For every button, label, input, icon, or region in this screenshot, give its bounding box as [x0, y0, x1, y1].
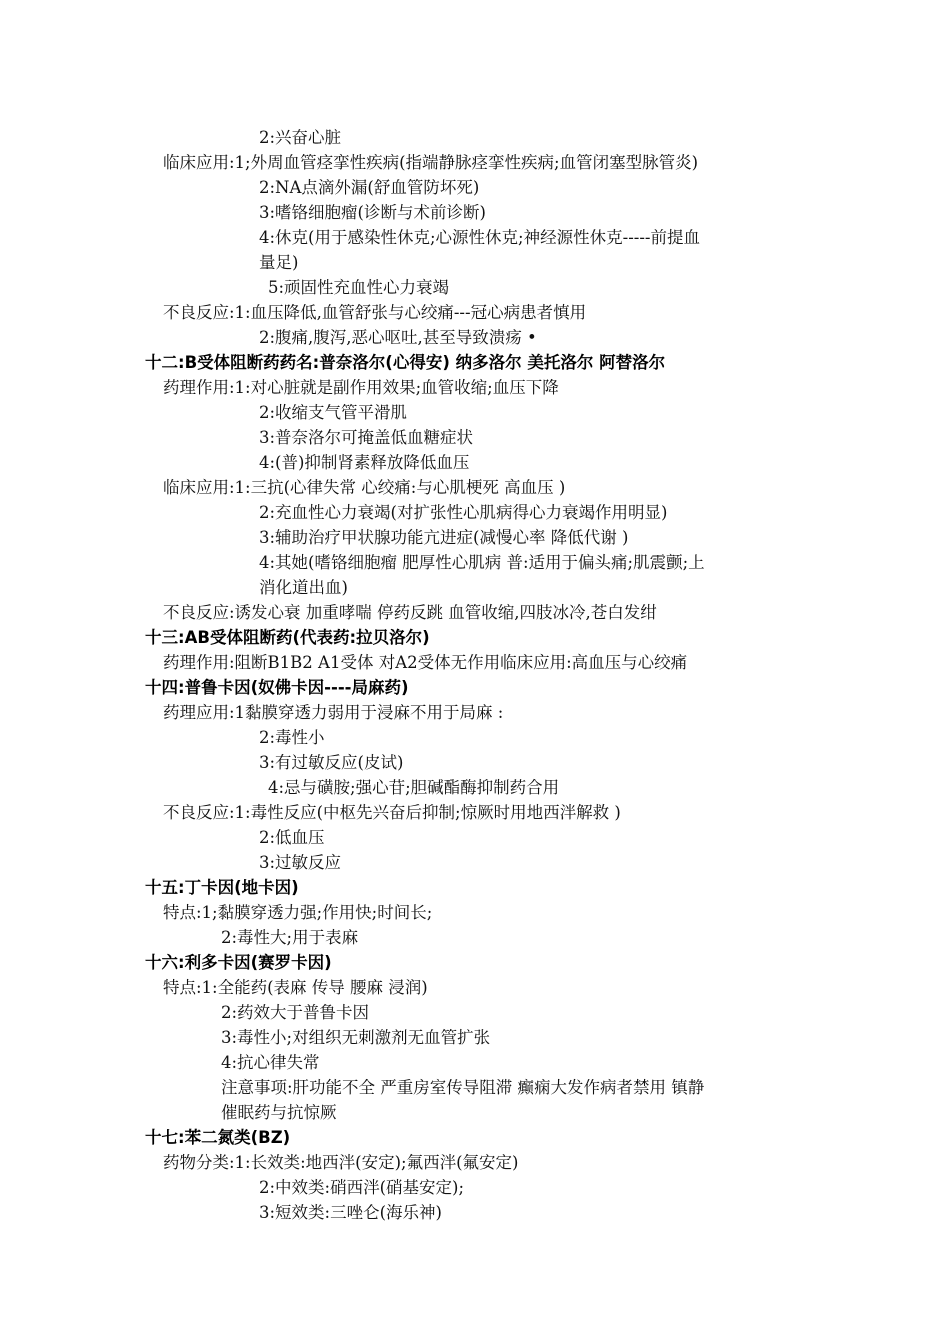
text-line: 2:毒性大;用于表麻 [221, 928, 359, 947]
text-line: 4:其她(嗜铬细胞瘤 肥厚性心肌病 普:适用于偏头痛;肌震颤;上 [259, 553, 705, 572]
text-line: 4:抗心律失常 [221, 1053, 320, 1072]
text-line: 3:过敏反应 [259, 853, 342, 872]
text-line: 5:顽固性充血性心力衰竭 [268, 278, 450, 297]
text-line: 特点:1;黏膜穿透力强;作用快;时间长; [163, 903, 433, 922]
text-line: 3:短效类:三唑仑(海乐神) [259, 1203, 442, 1222]
text-line: 3:嗜铬细胞瘤(诊断与术前诊断) [259, 203, 486, 222]
text-line: 不良反应:1:毒性反应(中枢先兴奋后抑制;惊厥时用地西泮解救 ) [163, 803, 621, 822]
text-line: 注意事项:肝功能不全 严重房室传导阻滞 癫痫大发作病者禁用 镇静 [221, 1078, 705, 1097]
section-heading: 十三:AB受体阻断药(代表药:拉贝洛尔) [145, 628, 430, 647]
text-line: 2:NA点滴外漏(舒血管防坏死) [259, 178, 480, 197]
text-line: 药物分类:1:长效类:地西泮(安定);氟西泮(氟安定) [163, 1153, 519, 1172]
text-line: 2:收缩支气管平滑肌 [259, 403, 408, 422]
text-line: 3:有过敏反应(皮试) [259, 753, 404, 772]
text-line: 2:毒性小 [259, 728, 325, 747]
text-line: 3:毒性小;对组织无刺激剂无血管扩张 [221, 1028, 491, 1047]
section-heading: 十二:B受体阻断药药名:普奈洛尔(心得安) 纳多洛尔 美托洛尔 阿替洛尔 [145, 353, 666, 372]
text-line: 2:药效大于普鲁卡因 [221, 1003, 370, 1022]
text-line: 不良反应:1:血压降低,血管舒张与心绞痛---冠心病患者慎用 [163, 303, 587, 322]
section-heading: 十四:普鲁卡因(奴佛卡因----局麻药) [145, 678, 409, 697]
section-heading: 十七:苯二氮类(BZ) [145, 1128, 291, 1147]
text-line: 2:兴奋心脏 [259, 128, 342, 147]
text-line: 临床应用:1;外周血管痉挛性疾病(指端静脉痉挛性疾病;血管闭塞型脉管炎) [163, 153, 699, 172]
text-line: 4:休克(用于感染性休克;心源性休克;神经源性休克-----前提血 [259, 228, 700, 247]
text-line: 不良反应:诱发心衰 加重哮喘 停药反跳 血管收缩,四肢冰冷,苍白发绀 [163, 603, 657, 622]
text-line: 2:中效类:硝西泮(硝基安定); [259, 1178, 465, 1197]
text-line: 2:低血压 [259, 828, 325, 847]
section-heading: 十五:丁卡因(地卡因) [145, 878, 299, 897]
text-line: 4:(普)抑制肾素释放降低血压 [259, 453, 470, 472]
text-line: 药理应用:1黏膜穿透力弱用于浸麻不用于局麻 : [163, 703, 504, 722]
text-line: 3:普奈洛尔可掩盖低血糖症状 [259, 428, 474, 447]
text-line: 2:充血性心力衰竭(对扩张性心肌病得心力衰竭作用明显) [259, 503, 668, 522]
text-line: 4:忌与磺胺;强心苷;胆碱酯酶抑制药合用 [268, 778, 560, 797]
text-line: 消化道出血) [259, 578, 348, 597]
text-line: 3:辅助治疗甲状腺功能亢进症(减慢心率 降低代谢 ) [259, 528, 629, 547]
section-heading: 十六:利多卡因(赛罗卡因) [145, 953, 332, 972]
text-line: 量足) [259, 253, 299, 272]
text-line: 催眠药与抗惊厥 [221, 1103, 337, 1122]
text-line: 2:腹痛,腹泻,恶心呕吐,甚至导致溃疡 • [259, 328, 537, 347]
text-line: 特点:1:全能药(表麻 传导 腰麻 浸润) [163, 978, 428, 997]
text-line: 药理作用:1:对心脏就是副作用效果;血管收缩;血压下降 [163, 378, 559, 397]
text-line: 临床应用:1:三抗(心律失常 心绞痛:与心肌梗死 高血压 ) [163, 478, 566, 497]
text-line: 药理作用:阻断B1B2 A1受体 对A2受体无作用临床应用:高血压与心绞痛 [163, 653, 688, 672]
